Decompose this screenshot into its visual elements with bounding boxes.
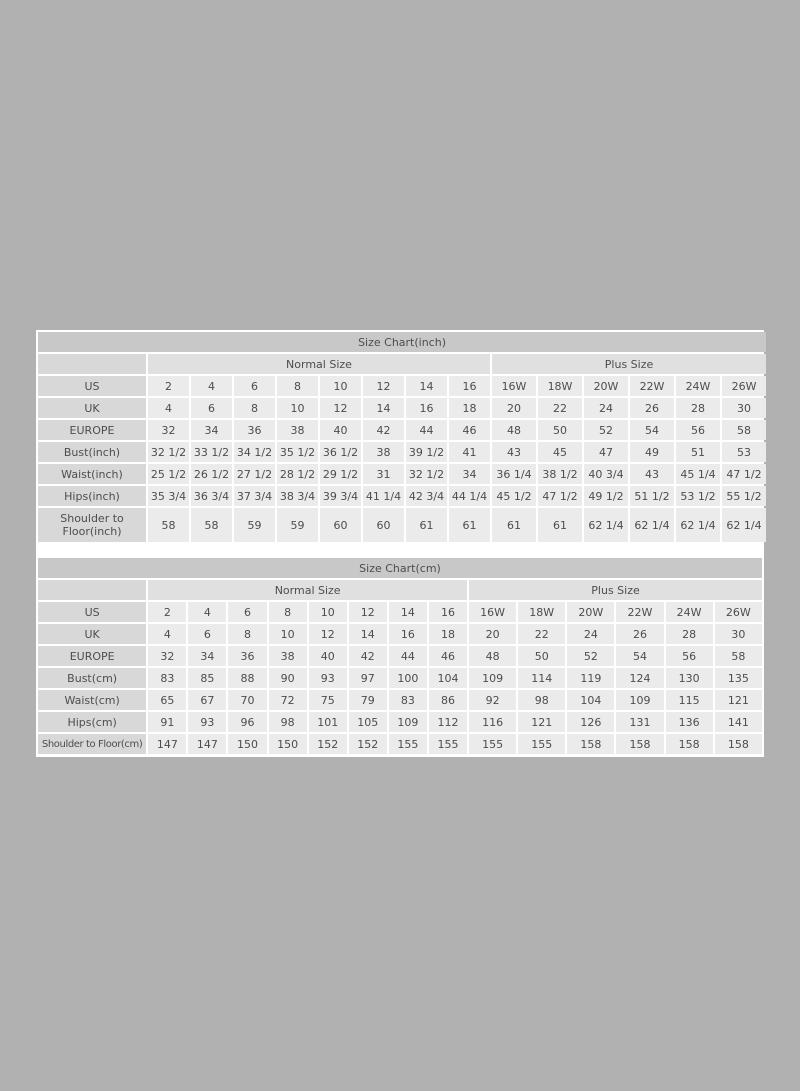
size-value-cell: 6 — [191, 398, 232, 418]
size-value-cell: 39 1/2 — [406, 442, 447, 462]
size-value-cell: 16W — [469, 602, 516, 622]
size-value-cell: 158 — [666, 734, 713, 754]
column-group-label: Normal Size — [148, 580, 467, 600]
size-value-cell: 16 — [449, 376, 490, 396]
size-value-cell: 6 — [188, 624, 226, 644]
size-value-cell: 115 — [666, 690, 713, 710]
size-value-cell: 47 1/2 — [538, 486, 582, 506]
table-row — [38, 398, 766, 418]
row-label: EUROPE — [38, 420, 146, 440]
size-value-cell: 136 — [666, 712, 713, 732]
size-value-cell: 47 — [584, 442, 628, 462]
size-value-cell: 42 — [349, 646, 387, 666]
size-value-cell: 65 — [148, 690, 186, 710]
size-value-cell: 101 — [309, 712, 347, 732]
size-value-cell: 54 — [616, 646, 663, 666]
size-value-cell: 79 — [349, 690, 387, 710]
size-value-cell: 36 1/4 — [492, 464, 536, 484]
size-value-cell: 48 — [469, 646, 516, 666]
size-chart-cm-table — [36, 556, 764, 756]
size-value-cell: 14 — [363, 398, 404, 418]
table-row — [38, 646, 762, 666]
size-value-cell: 12 — [363, 376, 404, 396]
size-value-cell: 31 — [363, 464, 404, 484]
size-value-cell: 158 — [616, 734, 663, 754]
table-row — [38, 464, 766, 484]
size-value-cell: 36 — [228, 646, 266, 666]
size-value-cell: 8 — [277, 376, 318, 396]
row-label: Waist(cm) — [38, 690, 146, 710]
size-value-cell: 52 — [584, 420, 628, 440]
size-value-cell: 40 — [309, 646, 347, 666]
size-value-cell: 52 — [567, 646, 614, 666]
size-value-cell: 155 — [389, 734, 427, 754]
size-value-cell: 59 — [277, 508, 318, 542]
size-value-cell: 46 — [449, 420, 490, 440]
table-row — [38, 508, 766, 542]
size-value-cell: 83 — [389, 690, 427, 710]
size-value-cell: 38 — [277, 420, 318, 440]
size-value-cell: 22 — [518, 624, 565, 644]
size-value-cell: 45 1/4 — [676, 464, 720, 484]
size-value-cell: 58 — [715, 646, 762, 666]
table-title: Size Chart(inch) — [38, 332, 766, 352]
size-value-cell: 61 — [449, 508, 490, 542]
corner-cell — [38, 354, 146, 374]
size-value-cell: 36 1/2 — [320, 442, 361, 462]
size-value-cell: 53 — [722, 442, 766, 462]
size-table — [36, 330, 768, 544]
size-value-cell: 34 — [191, 420, 232, 440]
size-value-cell: 42 3/4 — [406, 486, 447, 506]
size-chart-inch-table — [36, 330, 764, 544]
size-value-cell: 6 — [234, 376, 275, 396]
size-value-cell: 16 — [389, 624, 427, 644]
size-value-cell: 10 — [269, 624, 307, 644]
size-value-cell: 41 — [449, 442, 490, 462]
size-value-cell: 39 3/4 — [320, 486, 361, 506]
size-value-cell: 12 — [320, 398, 361, 418]
size-value-cell: 8 — [234, 398, 275, 418]
size-value-cell: 20 — [492, 398, 536, 418]
size-value-cell: 90 — [269, 668, 307, 688]
size-value-cell: 34 — [188, 646, 226, 666]
size-value-cell: 141 — [715, 712, 762, 732]
table-row — [38, 442, 766, 462]
size-value-cell: 14 — [349, 624, 387, 644]
table-row — [38, 602, 762, 622]
size-value-cell: 8 — [269, 602, 307, 622]
size-value-cell: 43 — [630, 464, 674, 484]
size-value-cell: 28 — [676, 398, 720, 418]
size-value-cell: 50 — [518, 646, 565, 666]
size-value-cell: 34 1/2 — [234, 442, 275, 462]
size-value-cell: 62 1/4 — [722, 508, 766, 542]
size-value-cell: 158 — [715, 734, 762, 754]
size-value-cell: 18 — [429, 624, 467, 644]
size-value-cell: 62 1/4 — [630, 508, 674, 542]
size-value-cell: 22 — [538, 398, 582, 418]
size-value-cell: 12 — [309, 624, 347, 644]
size-value-cell: 44 1/4 — [449, 486, 490, 506]
row-label: Hips(inch) — [38, 486, 146, 506]
table-row — [38, 420, 766, 440]
table-gap — [36, 544, 764, 556]
size-value-cell: 16 — [406, 398, 447, 418]
size-value-cell: 4 — [148, 624, 186, 644]
size-value-cell: 35 3/4 — [148, 486, 189, 506]
size-value-cell: 4 — [188, 602, 226, 622]
size-value-cell: 49 1/2 — [584, 486, 628, 506]
size-value-cell: 4 — [191, 376, 232, 396]
size-value-cell: 32 — [148, 420, 189, 440]
size-value-cell: 126 — [567, 712, 614, 732]
size-value-cell: 75 — [309, 690, 347, 710]
size-value-cell: 32 1/2 — [406, 464, 447, 484]
size-value-cell: 38 1/2 — [538, 464, 582, 484]
table-row — [38, 690, 762, 710]
size-value-cell: 16W — [492, 376, 536, 396]
row-label: Bust(inch) — [38, 442, 146, 462]
size-value-cell: 32 — [148, 646, 186, 666]
size-value-cell: 20W — [567, 602, 614, 622]
size-value-cell: 24W — [676, 376, 720, 396]
size-value-cell: 44 — [389, 646, 427, 666]
row-label: Shoulder to Floor(inch) — [38, 508, 146, 542]
size-value-cell: 85 — [188, 668, 226, 688]
size-value-cell: 93 — [188, 712, 226, 732]
size-value-cell: 104 — [567, 690, 614, 710]
size-value-cell: 46 — [429, 646, 467, 666]
size-value-cell: 14 — [389, 602, 427, 622]
size-value-cell: 24 — [584, 398, 628, 418]
size-value-cell: 60 — [320, 508, 361, 542]
size-value-cell: 2 — [148, 602, 186, 622]
size-value-cell: 58 — [722, 420, 766, 440]
size-value-cell: 37 3/4 — [234, 486, 275, 506]
row-label: UK — [38, 398, 146, 418]
size-value-cell: 98 — [269, 712, 307, 732]
size-value-cell: 38 — [269, 646, 307, 666]
size-value-cell: 58 — [148, 508, 189, 542]
table-row — [38, 668, 762, 688]
size-value-cell: 70 — [228, 690, 266, 710]
size-value-cell: 45 — [538, 442, 582, 462]
size-value-cell: 26 — [630, 398, 674, 418]
row-label: Hips(cm) — [38, 712, 146, 732]
row-label: UK — [38, 624, 146, 644]
size-value-cell: 26W — [715, 602, 762, 622]
size-value-cell: 45 1/2 — [492, 486, 536, 506]
size-value-cell: 61 — [492, 508, 536, 542]
size-value-cell: 10 — [309, 602, 347, 622]
size-value-cell: 147 — [148, 734, 186, 754]
size-value-cell: 8 — [228, 624, 266, 644]
size-value-cell: 51 — [676, 442, 720, 462]
size-value-cell: 147 — [188, 734, 226, 754]
size-value-cell: 30 — [722, 398, 766, 418]
table-row — [38, 376, 766, 396]
size-value-cell: 10 — [277, 398, 318, 418]
size-value-cell: 41 1/4 — [363, 486, 404, 506]
size-value-cell: 40 3/4 — [584, 464, 628, 484]
size-value-cell: 34 — [449, 464, 490, 484]
size-value-cell: 152 — [349, 734, 387, 754]
row-label: EUROPE — [38, 646, 146, 666]
size-value-cell: 36 3/4 — [191, 486, 232, 506]
row-label: Waist(inch) — [38, 464, 146, 484]
table-row — [38, 734, 762, 754]
size-value-cell: 47 1/2 — [722, 464, 766, 484]
size-value-cell: 6 — [228, 602, 266, 622]
size-value-cell: 22W — [630, 376, 674, 396]
size-value-cell: 61 — [406, 508, 447, 542]
size-value-cell: 121 — [715, 690, 762, 710]
size-value-cell: 55 1/2 — [722, 486, 766, 506]
size-value-cell: 20W — [584, 376, 628, 396]
size-value-cell: 38 3/4 — [277, 486, 318, 506]
size-value-cell: 62 1/4 — [676, 508, 720, 542]
size-value-cell: 56 — [676, 420, 720, 440]
table-row — [38, 486, 766, 506]
size-value-cell: 29 1/2 — [320, 464, 361, 484]
size-value-cell: 24 — [567, 624, 614, 644]
size-value-cell: 42 — [363, 420, 404, 440]
size-value-cell: 92 — [469, 690, 516, 710]
size-value-cell: 100 — [389, 668, 427, 688]
size-value-cell: 109 — [389, 712, 427, 732]
size-value-cell: 53 1/2 — [676, 486, 720, 506]
table-row — [38, 712, 762, 732]
size-value-cell: 119 — [567, 668, 614, 688]
size-value-cell: 135 — [715, 668, 762, 688]
row-label: Bust(cm) — [38, 668, 146, 688]
size-value-cell: 22W — [616, 602, 663, 622]
size-value-cell: 38 — [363, 442, 404, 462]
size-value-cell: 83 — [148, 668, 186, 688]
size-value-cell: 61 — [538, 508, 582, 542]
size-value-cell: 26 — [616, 624, 663, 644]
size-value-cell: 152 — [309, 734, 347, 754]
size-value-cell: 150 — [269, 734, 307, 754]
size-value-cell: 32 1/2 — [148, 442, 189, 462]
size-value-cell: 56 — [666, 646, 713, 666]
size-value-cell: 43 — [492, 442, 536, 462]
size-value-cell: 44 — [406, 420, 447, 440]
column-group-label: Plus Size — [492, 354, 766, 374]
size-value-cell: 60 — [363, 508, 404, 542]
size-value-cell: 98 — [518, 690, 565, 710]
column-group-label: Plus Size — [469, 580, 762, 600]
size-value-cell: 2 — [148, 376, 189, 396]
size-value-cell: 50 — [538, 420, 582, 440]
row-label: Shoulder to Floor(cm) — [38, 734, 146, 754]
size-value-cell: 4 — [148, 398, 189, 418]
size-value-cell: 18W — [518, 602, 565, 622]
size-value-cell: 109 — [469, 668, 516, 688]
row-label: US — [38, 602, 146, 622]
size-value-cell: 67 — [188, 690, 226, 710]
size-value-cell: 96 — [228, 712, 266, 732]
size-chart-panel — [36, 330, 764, 757]
size-value-cell: 124 — [616, 668, 663, 688]
size-value-cell: 155 — [469, 734, 516, 754]
size-value-cell: 26W — [722, 376, 766, 396]
size-value-cell: 28 — [666, 624, 713, 644]
size-value-cell: 25 1/2 — [148, 464, 189, 484]
size-value-cell: 150 — [228, 734, 266, 754]
size-value-cell: 16 — [429, 602, 467, 622]
size-value-cell: 104 — [429, 668, 467, 688]
size-value-cell: 24W — [666, 602, 713, 622]
size-value-cell: 155 — [518, 734, 565, 754]
size-value-cell: 20 — [469, 624, 516, 644]
size-value-cell: 62 1/4 — [584, 508, 628, 542]
size-value-cell: 54 — [630, 420, 674, 440]
size-value-cell: 116 — [469, 712, 516, 732]
column-group-label: Normal Size — [148, 354, 490, 374]
size-value-cell: 18 — [449, 398, 490, 418]
corner-cell — [38, 580, 146, 600]
size-value-cell: 158 — [567, 734, 614, 754]
size-value-cell: 72 — [269, 690, 307, 710]
size-value-cell: 33 1/2 — [191, 442, 232, 462]
size-value-cell: 155 — [429, 734, 467, 754]
size-value-cell: 121 — [518, 712, 565, 732]
size-table — [36, 556, 764, 756]
size-value-cell: 28 1/2 — [277, 464, 318, 484]
size-value-cell: 109 — [616, 690, 663, 710]
size-value-cell: 114 — [518, 668, 565, 688]
size-value-cell: 131 — [616, 712, 663, 732]
size-value-cell: 88 — [228, 668, 266, 688]
size-value-cell: 30 — [715, 624, 762, 644]
size-value-cell: 91 — [148, 712, 186, 732]
size-value-cell: 51 1/2 — [630, 486, 674, 506]
size-value-cell: 48 — [492, 420, 536, 440]
size-value-cell: 14 — [406, 376, 447, 396]
size-value-cell: 18W — [538, 376, 582, 396]
size-value-cell: 105 — [349, 712, 387, 732]
size-value-cell: 10 — [320, 376, 361, 396]
table-title: Size Chart(cm) — [38, 558, 762, 578]
size-value-cell: 40 — [320, 420, 361, 440]
size-value-cell: 36 — [234, 420, 275, 440]
row-label: US — [38, 376, 146, 396]
size-value-cell: 26 1/2 — [191, 464, 232, 484]
size-value-cell: 49 — [630, 442, 674, 462]
size-value-cell: 27 1/2 — [234, 464, 275, 484]
size-value-cell: 35 1/2 — [277, 442, 318, 462]
size-value-cell: 97 — [349, 668, 387, 688]
size-value-cell: 59 — [234, 508, 275, 542]
table-row — [38, 624, 762, 644]
size-value-cell: 130 — [666, 668, 713, 688]
size-value-cell: 112 — [429, 712, 467, 732]
size-value-cell: 86 — [429, 690, 467, 710]
size-value-cell: 58 — [191, 508, 232, 542]
size-value-cell: 93 — [309, 668, 347, 688]
size-value-cell: 12 — [349, 602, 387, 622]
